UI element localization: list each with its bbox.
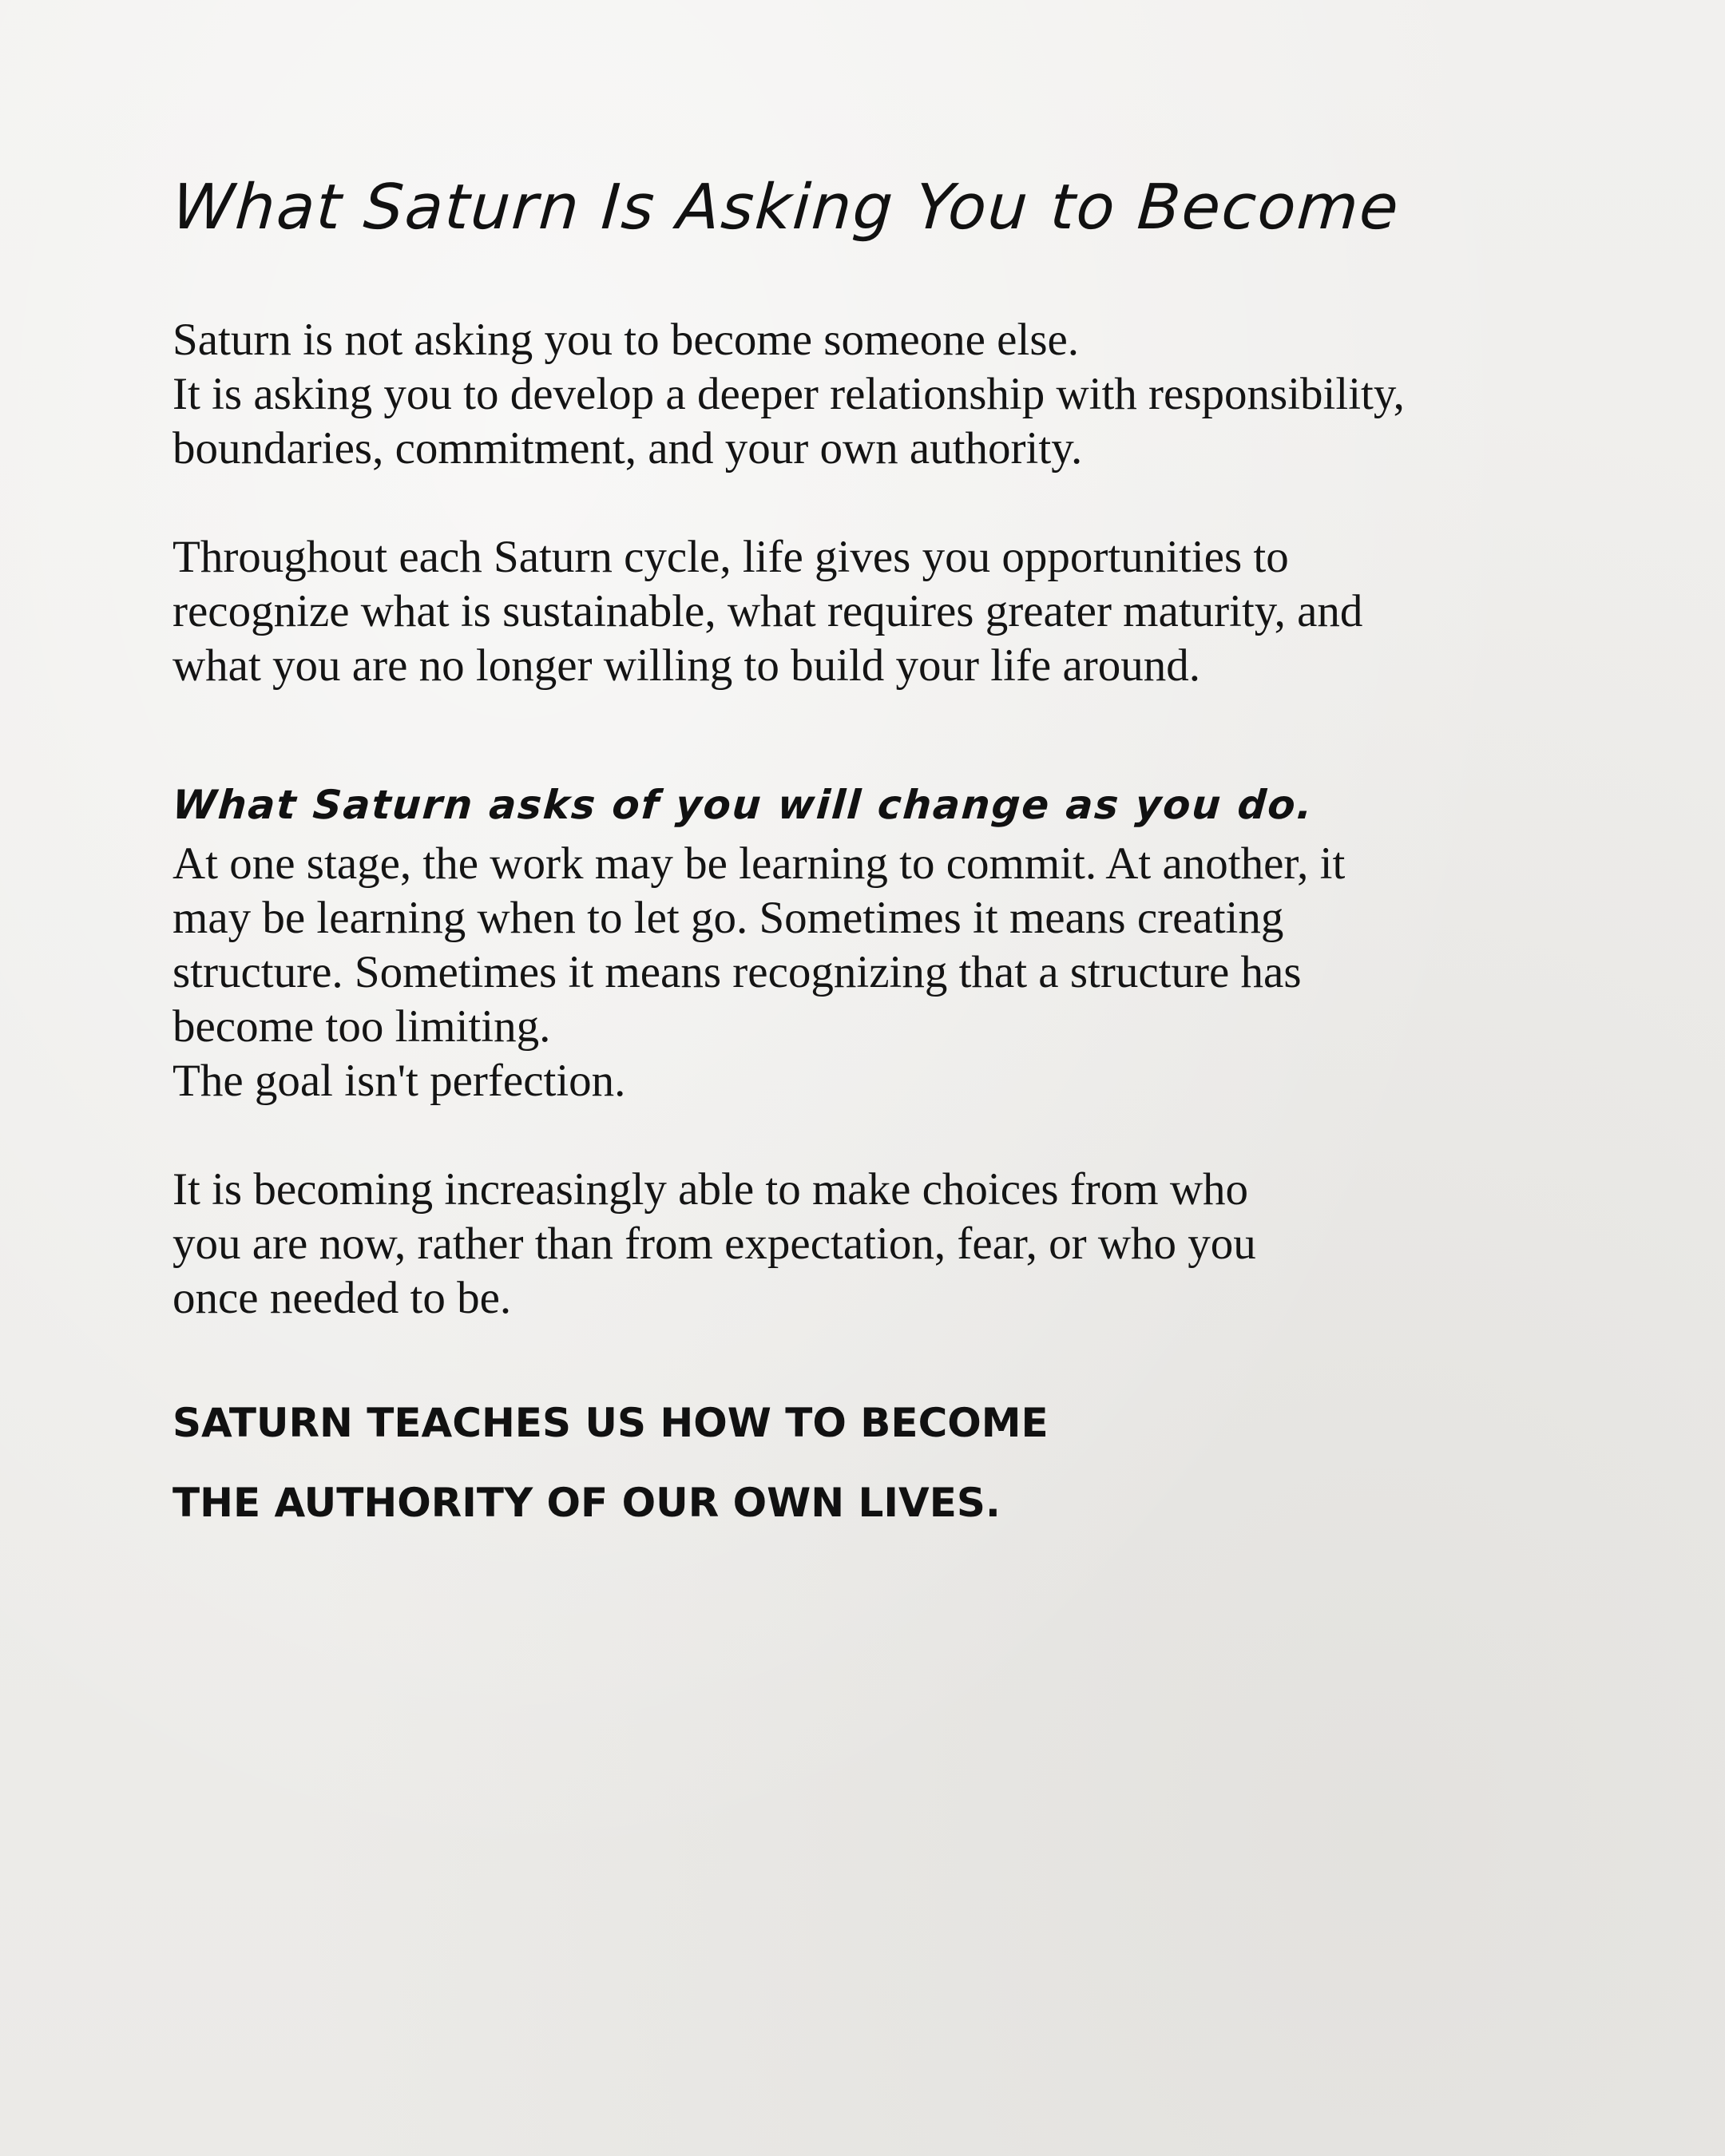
paragraph-cycle <box>172 530 1594 693</box>
closing-line: SATURN TEACHES US HOW TO BECOME <box>172 1400 1049 1446</box>
article-content <box>169 160 1594 1543</box>
paragraph-intro <box>172 313 1594 476</box>
text-line: It is asking you to develop a deeper relationship with responsibility, <box>172 369 1405 419</box>
paragraph-stages <box>172 837 1594 1108</box>
text-line: recognize what is sustainable, what requires greater maturity, and <box>172 586 1363 636</box>
text-line: Saturn is not asking you to become someone else. <box>172 315 1080 365</box>
paragraph-choices <box>172 1163 1594 1326</box>
closing-statement <box>172 1383 1594 1543</box>
text-line: Throughout each Saturn cycle, life gives you opportunities to <box>172 532 1289 582</box>
page-title: What Saturn Is Asking You to Become <box>169 172 1402 244</box>
text-line: At one stage, the work may be learning to commit. At another, it <box>172 838 1346 889</box>
section-subheading: What Saturn asks of you will change as you do. <box>170 782 1315 828</box>
text-line: structure. Sometimes it means recognizing that a structure has <box>172 947 1302 997</box>
closing-line: THE AUTHORITY OF OUR OWN LIVES. <box>172 1480 1001 1526</box>
text-line: It is becoming increasingly able to make choices from who <box>172 1164 1249 1215</box>
text-line: you are now, rather than from expectation, fear, or who you <box>172 1219 1256 1269</box>
text-line: may be learning when to let go. Sometimes it means creating <box>172 893 1284 943</box>
text-line: once needed to be. <box>172 1273 512 1323</box>
text-line: The goal isn't perfection. <box>172 1056 626 1106</box>
text-line: boundaries, commitment, and your own authority. <box>172 423 1083 474</box>
text-line: what you are no longer willing to build your life around. <box>172 640 1200 691</box>
text-line: become too limiting. <box>172 1001 551 1052</box>
